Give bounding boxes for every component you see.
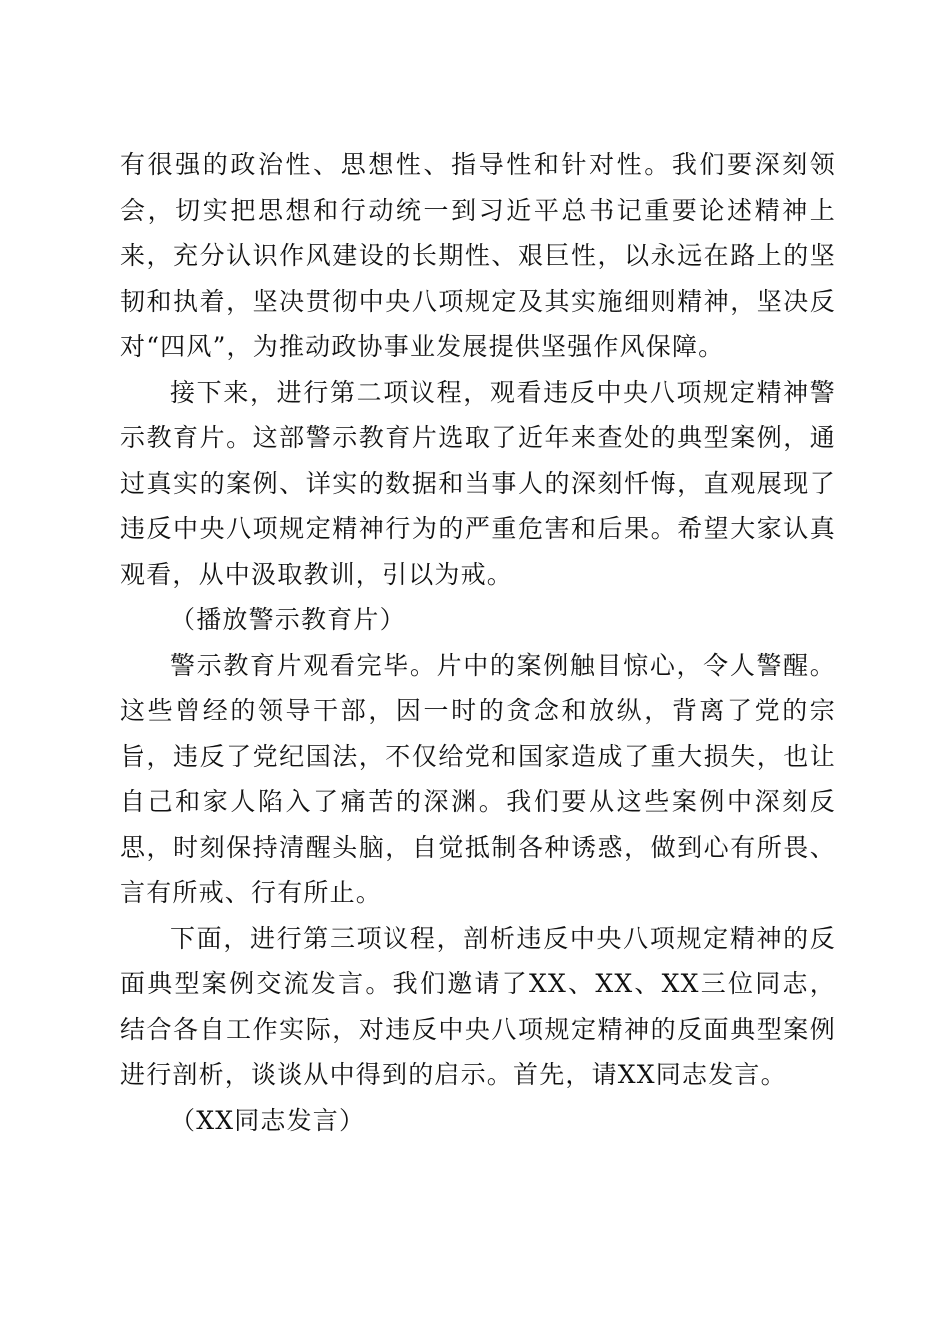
paragraph-agenda-item-three: 下面，进行第三项议程，剖析违反中央八项规定精神的反面典型案例交流发言。我们邀请了XX、XX、XX三位同志，结合各自工作实际，对违反中央八项规定精神的反面典型案例进行剖析，谈谈从中得到的启示。首先，请XX同志发言。	[120, 923, 836, 1089]
paragraph-agenda-item-two: 接下来，进行第二项议程，观看违反中央八项规定精神警示教育片。这部警示教育片选取了近年来查处的典型案例，通过真实的案例、详实的数据和当事人的深刻忏悔，直观展现了违反中央八项规定精神行为的严重危害和后果。希望大家认真观看，从中汲取教训，引以为戒。	[120, 377, 836, 589]
document-body	[120, 142, 836, 1143]
paragraph-video-reflection: 警示教育片观看完毕。片中的案例触目惊心，令人警醒。这些曾经的领导干部，因一时的贪念和放纵，背离了党的宗旨，违反了党纪国法，不仅给党和国家造成了重大损失，也让自己和家人陷入了痛苦的深渊。我们要从这些案例中深刻反思，时刻保持清醒头脑，自觉抵制各种诱惑，做到心有所畏、言有所戒、行有所止。	[120, 650, 836, 907]
stage-direction-play-video: （播放警示教育片）	[170, 605, 406, 634]
stage-direction-speech: （XX同志发言）	[170, 1105, 366, 1135]
paragraph-continuation: 有很强的政治性、思想性、指导性和针对性。我们要深刻领会，切实把思想和行动统一到习近平总书记重要论述精神上来，充分认识作风建设的长期性、艰巨性，以永远在路上的坚韧和执着，坚决贯彻中央八项规定及其实施细则精神，坚决反对“四风”，为推动政协事业发展提供坚强作风保障。	[120, 150, 836, 361]
